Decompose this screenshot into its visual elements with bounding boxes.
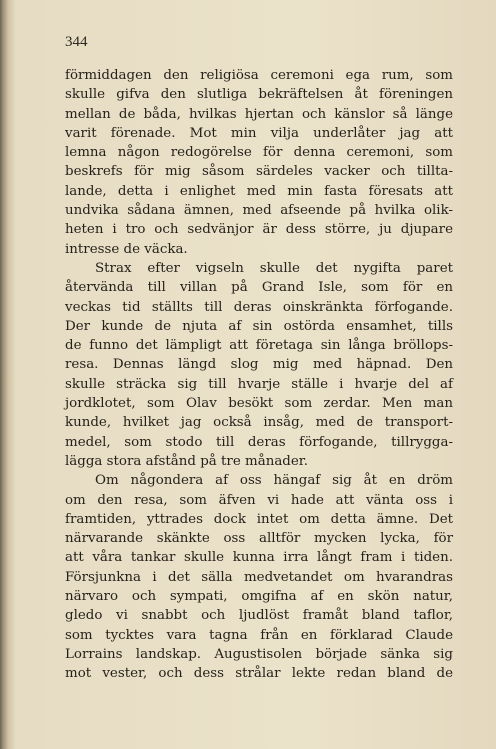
text-line: som tycktes vara tagna från en förklarad Claude	[65, 627, 453, 643]
text-line: närvaro och sympati, omgifna af en skön natur,	[65, 589, 453, 605]
text-line: Strax efter vigseln skulle det nygifta paret	[95, 260, 453, 276]
text-line: veckas tid ställts till deras oinskränkta förfogande.	[65, 299, 453, 315]
text-line: kunde, hvilket jag också insåg, med de transport-	[65, 415, 453, 431]
text-line: mot vester, och dess strålar lekte redan bland de	[65, 666, 453, 682]
page-edge-shadow	[0, 0, 8, 749]
text-line: Försjunkna i det sälla medvetandet om hvarandras	[65, 569, 453, 585]
text-line: lemna någon redogörelse för denna ceremoni, som	[65, 145, 453, 161]
text-line: de funno det lämpligt att företaga sin långa bröllops-	[65, 338, 453, 354]
text-line: beskrefs för mig såsom särdeles vacker och tillta-	[65, 164, 453, 180]
text-line: mellan de båda, hvilkas hjertan och känslor så länge	[65, 106, 453, 122]
text-line: gledo vi snabbt och ljudlöst framåt bland taflor,	[65, 608, 453, 624]
text-line: skulle gifva den slutliga bekräftelsen åt föreningen	[65, 87, 453, 103]
text-line: resa. Dennas längd slog mig med häpnad. Den	[65, 357, 453, 373]
body-text	[65, 66, 453, 684]
text-line: intresse de väcka.	[65, 241, 188, 257]
page-number: 344	[65, 34, 88, 50]
text-line: Der kunde de njuta af sin ostörda ensamhet, tills	[65, 318, 453, 334]
text-line: Lorrains landskap. Augustisolen började sänka sig	[65, 646, 453, 662]
text-line: skulle sträcka sig till hvarje ställe i hvarje del af	[65, 376, 453, 392]
text-line: medel, som stodo till deras förfogande, tillrygga-	[65, 434, 453, 450]
text-line: Om någondera af oss hängaf sig åt en dröm	[95, 473, 453, 489]
text-line: återvända till villan på Grand Isle, som för en	[65, 280, 453, 296]
text-line: heten i tro och sedvänjor är dess större, ju djupare	[65, 222, 453, 238]
text-line: lägga stora afstånd på tre månader.	[65, 453, 308, 469]
text-line: förmiddagen den religiösa ceremoni ega rum, som	[65, 68, 453, 83]
text-line: undvika sådana ämnen, med afseende på hvilka olik-	[65, 203, 453, 219]
text-line: framtiden, yttrades dock intet om detta ämne. Det	[65, 511, 453, 527]
text-line: varit förenade. Mot min vilja underlåter jag att	[65, 125, 453, 141]
text-line: jordklotet, som Olav besökt som zerdar. Men man	[65, 396, 453, 412]
text-line: närvarande skänkte oss alltför mycken lycka, för	[65, 531, 453, 547]
text-line: att våra tankar skulle kunna irra långt fram i tiden.	[65, 550, 453, 566]
text-line: lande, detta i enlighet med min fasta föresats att	[65, 183, 453, 199]
text-line: om den resa, som äfven vi hade att vänta oss i	[65, 492, 453, 508]
